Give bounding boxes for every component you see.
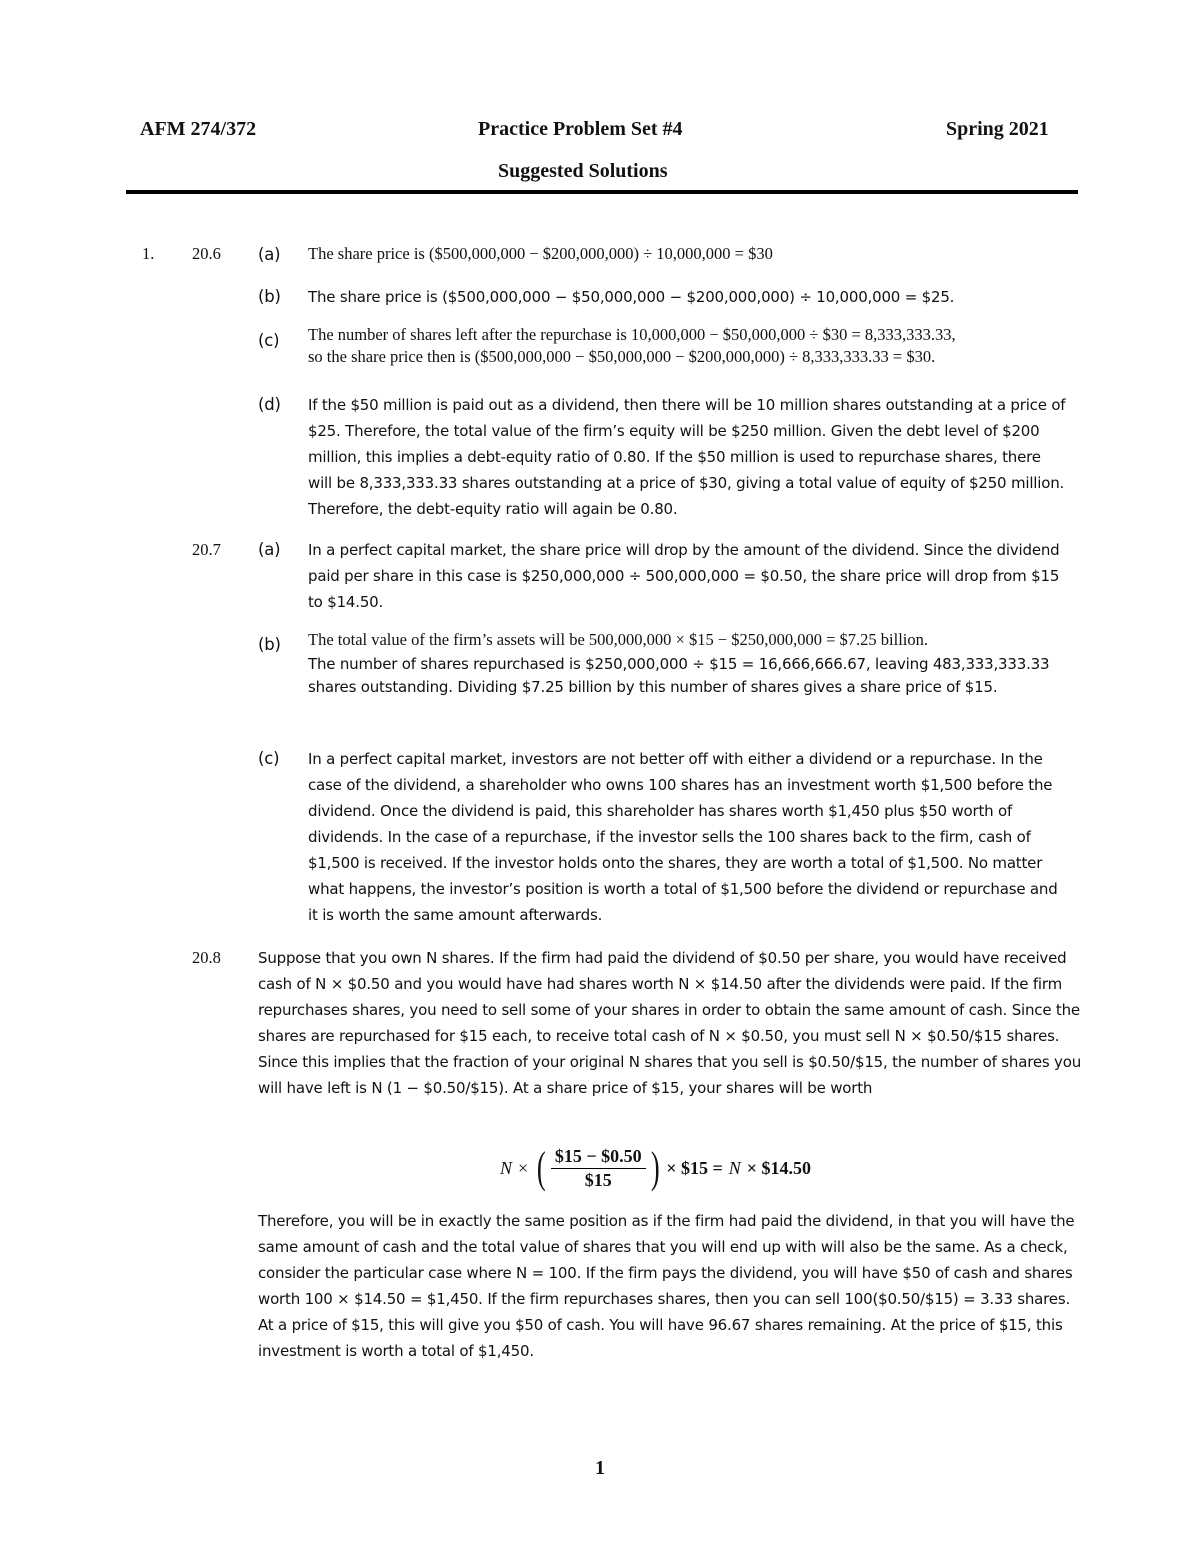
problem-label-20-8: 20.8 [192, 948, 221, 967]
part-label-c: (c) [258, 331, 280, 350]
part-label-d: (d) [258, 395, 281, 414]
answer-20-6-c-line2: so the share price then is ($500,000,000 − $50,000,000 − $200,000,000) ÷ 8,333,333.33 = $30. [308, 347, 936, 366]
problem-label-20-6: 20.6 [192, 244, 221, 263]
equation-result: × $14.50 [746, 1157, 812, 1178]
question-number: 1. [142, 244, 155, 263]
answer-20-8-conclusion: Therefore, you will be in exactly the same position as if the firm had paid the dividend, in that you will have the same amount of cash and the total value of shares that you will end up with will also be the same. As a check, consider the particular case where N = 100. If the firm pays the dividend, you will have $50 of cash and shares worth 100 × $14.50 = $1,450. If the firm repurchases shares, then you can sell 100($0.50/$15) = 3.33 shares. At a price of $15, this will give you $50 of cash. You will have 96.67 shares remaining. At the price of $15, this investment is worth a total of $1,450. [258, 1212, 1075, 1360]
subtitle: Suggested Solutions [498, 160, 668, 182]
problem-label-20-7: 20.7 [192, 540, 221, 559]
answer-20-7-c: In a perfect capital market, investors are not better off with either a dividend or a repurchase. In the case of the dividend, a shareholder who owns 100 shares has an investment worth $1,500 before the dividend. Once the dividend is paid, this shareholder has shares worth $1,450 plus $50 worth of dividends. In the case of a repurchase, if the investor sells the 100 shares back to the firm, cash of $1,500 is received. If the investor holds onto the shares, they are worth a total of $1,500. No matter what happens, the investor’s position is worth a total of $1,500 before the dividend or repurchase and it is worth the same amount afterwards. [308, 750, 1058, 924]
left-paren: ( [537, 1143, 546, 1192]
part-label-a: (a) [258, 245, 281, 264]
equation-times: × [518, 1157, 529, 1178]
answer-20-6-d: If the $50 million is paid out as a dividend, then there will be 10 million shares outstanding at a price of $25. Therefore, the total value of the firm’s equity will be $250 million. Given the debt level of $200 million, this implies a debt-equity ratio of 0.80. If the $50 million is used to repurchase shares, there will be 8,333,333.33 shares outstanding at a price of $30, giving a total value of equity of $250 million. Therefore, the debt-equity ratio will again be 0.80. [308, 396, 1066, 518]
equation-variable: N [500, 1157, 513, 1178]
answer-20-6-a: The share price is ($500,000,000 − $200,000,000) ÷ 10,000,000 = $30 [308, 244, 773, 263]
equation [500, 1140, 811, 1196]
right-paren: ) [650, 1143, 660, 1192]
equation-fraction [551, 1146, 646, 1191]
part-label-c: (c) [258, 749, 280, 768]
part-label-b: (b) [258, 287, 281, 306]
equation-middle: × $15 = [666, 1157, 723, 1178]
part-label-a: (a) [258, 540, 281, 559]
fraction-numerator: $15 − $0.50 [551, 1146, 646, 1169]
term: Spring 2021 [946, 118, 1049, 140]
header-rule [126, 190, 1078, 194]
answer-20-8: Suppose that you own N shares. If the firm had paid the dividend of $0.50 per share, you would have received cash of N × $0.50 and you would have had shares worth N × $14.50 after the dividends were paid. If the firm repurchases shares, you need to sell some of your shares in order to obtain the same amount of cash. Since the shares are repurchased for $15 each, to receive total cash of N × $0.50, you must sell N × $0.50/$15 shares. Since this implies that the fraction of your original N shares that you sell is $0.50/$15, the number of shares you will have left is N (1 − $0.50/$15). At a share price of $15, your shares will be worth [258, 949, 1081, 1097]
course-code: AFM 274/372 [140, 118, 257, 140]
fraction-denominator: $15 [584, 1169, 612, 1190]
answer-20-7-a: In a perfect capital market, the share price will drop by the amount of the dividend. Since the dividend paid per share in this case is $250,000,000 ÷ 500,000,000 = $0.50, the share price will drop from $15 to $14.50. [308, 541, 1060, 611]
answer-20-6-c-line1: The number of shares left after the repurchase is 10,000,000 − $50,000,000 ÷ $30 = 8,333,333.33, [308, 325, 956, 344]
part-label-b: (b) [258, 635, 281, 654]
equation-variable-2: N [728, 1157, 741, 1178]
answer-20-6-b: The share price is ($500,000,000 − $50,000,000 − $200,000,000) ÷ 10,000,000 = $25. [308, 288, 955, 306]
page-number: 1 [595, 1457, 605, 1479]
answer-20-7-b-line1: The total value of the firm’s assets will be 500,000,000 × $15 − $250,000,000 = $7.25 billion. [308, 630, 929, 649]
document-title: Practice Problem Set #4 [478, 118, 683, 140]
answer-20-7-b: The number of shares repurchased is $250,000,000 ÷ $15 = 16,666,666.67, leaving 483,333,333.33 shares outstanding. Dividing $7.25 billion by this number of shares gives a share price of $15. [308, 655, 1050, 696]
